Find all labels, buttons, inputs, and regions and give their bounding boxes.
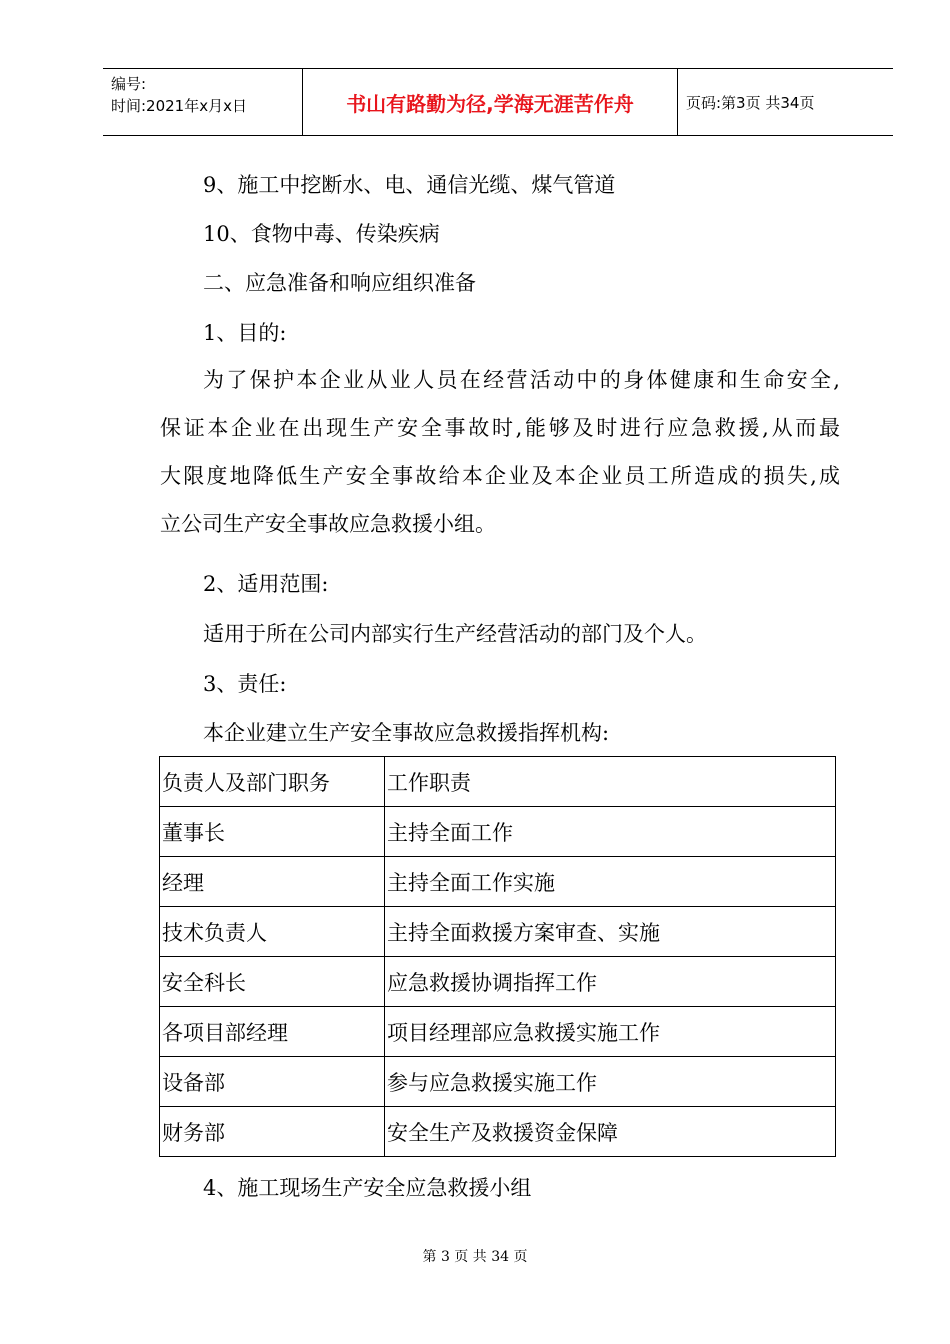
table-cell-duty: 安全生产及救援资金保障 [385,1107,836,1157]
table-row [160,907,836,957]
header-page-label: 页码:第3页 共34页 [686,93,815,112]
item-9: 9、施工中挖断水、电、通信光缆、煤气管道 [203,173,616,197]
table-row [160,857,836,907]
duty-intro: 本企业建立生产安全事故应急救援指挥机构: [203,721,610,745]
table-cell-duty: 项目经理部应急救援实施工作 [385,1007,836,1057]
table-header-cell: 工作职责 [385,757,836,807]
duty-heading: 3、责任: [203,672,287,696]
page-header [103,68,893,136]
code-label: 编号: [111,75,147,93]
scope-text: 适用于所在公司内部实行生产经营活动的部门及个人。 [203,622,707,646]
table-row [160,1057,836,1107]
table-cell-role: 技术负责人 [160,907,385,957]
table-row [160,1107,836,1157]
purpose-line-1: 为了保护本企业从业人员在经营活动中的身体健康和生命安全, [203,368,840,392]
table-cell-duty: 应急救援协调指挥工作 [385,957,836,1007]
table-row [160,957,836,1007]
purpose-paragraph [160,356,840,548]
purpose-heading: 1、目的: [203,321,287,345]
table-cell-duty: 主持全面救援方案审查、实施 [385,907,836,957]
item-10: 10、食物中毒、传染疾病 [203,222,440,246]
date-label: 时间:2021年x月x日 [111,97,247,115]
table-cell-role: 董事长 [160,807,385,857]
header-motto: 书山有路勤为径,学海无涯苦作舟 [303,69,678,135]
table-cell-duty: 主持全面工作实施 [385,857,836,907]
purpose-line-2: 保证本企业在出现生产安全事故时,能够及时进行应急救援,从而最 [160,416,840,440]
table-cell-duty: 主持全面工作 [385,807,836,857]
table-cell-role: 经理 [160,857,385,907]
responsibility-table [159,756,836,1157]
table-header-cell: 负责人及部门职务 [160,757,385,807]
scope-heading: 2、适用范围: [203,572,329,596]
table-cell-role: 设备部 [160,1057,385,1107]
table-header-row [160,757,836,807]
table-row [160,1007,836,1057]
section-2-heading: 二、应急准备和响应组织准备 [203,271,476,295]
section-4-heading: 4、施工现场生产安全应急救援小组 [203,1176,532,1200]
table-cell-role: 财务部 [160,1107,385,1157]
table-cell-role: 安全科长 [160,957,385,1007]
header-left-cell [103,69,303,135]
purpose-line-4: 立公司生产安全事故应急救援小组。 [160,512,496,536]
table-cell-duty: 参与应急救援实施工作 [385,1057,836,1107]
table-row [160,807,836,857]
page-footer: 第 3 页 共 34 页 [422,1249,528,1265]
table-cell-role: 各项目部经理 [160,1007,385,1057]
purpose-line-3: 大限度地降低生产安全事故给本企业及本企业员工所造成的损失,成 [160,464,840,488]
